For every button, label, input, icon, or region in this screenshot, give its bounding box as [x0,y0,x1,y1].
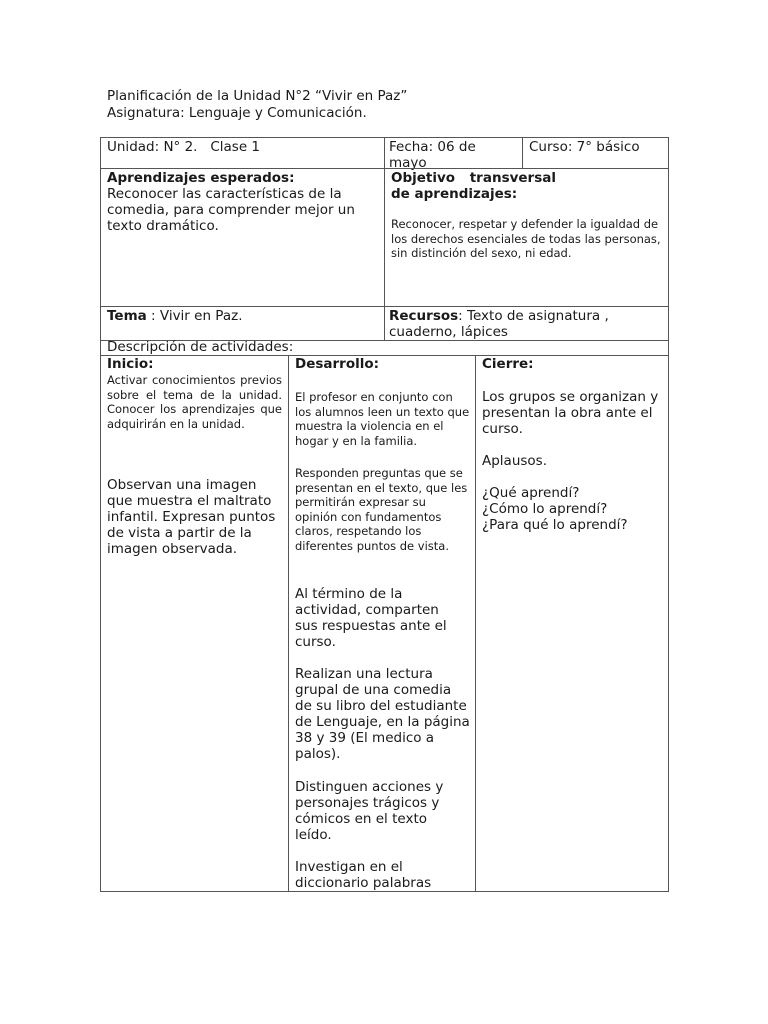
desarrollo-p4: Realizan una lectura grupal de una comedia de su libro del estudiante de Lenguaje, en la página 38 y 39 (El medico a palos). [295,666,470,762]
fecha-text: Fecha: 06 de mayo [389,139,476,171]
descripcion-cell [100,340,669,356]
desarrollo-cell [288,355,476,892]
tema-cell [100,306,385,341]
aprendizajes-cell [100,168,385,307]
curso-text: Curso: 7° básico [529,139,640,155]
inicio-p2: Observan una imagen que muestra el maltrato infantil. Expresan puntos de vista a partir de la imagen observada. [107,477,276,557]
tema-value: : Vivir en Paz. [146,308,243,324]
document-subject: Asignatura: Lenguaje y Comunicación. [107,105,367,121]
desarrollo-title: Desarrollo: [295,356,380,372]
desarrollo-p6: Investigan en el diccionario palabras [295,859,432,891]
desarrollo-p3: Al término de la actividad, comparten sus respuestas ante el curso. [295,586,447,650]
objetivo-cell [384,168,669,307]
desarrollo-p5: Distinguen acciones y personajes trágicos y cómicos en el texto leído. [295,779,444,843]
cierre-question-3: ¿Para qué lo aprendí? [482,517,628,533]
objetivo-text: Reconocer, respetar y defender la igualdad de los derechos esenciales de todas las personas, sin distinción del sexo, ni edad. [391,217,661,260]
curso-cell [522,137,669,169]
inicio-title: Inicio: [107,356,154,372]
cierre-title: Cierre: [482,356,534,372]
fecha-cell [384,137,523,169]
aprendizajes-title: Aprendizajes esperados: [107,170,295,186]
aprendizajes-text: Reconocer las características de la comedia, para comprender mejor un texto dramático. [107,186,355,234]
tema-text [107,308,243,324]
cierre-cell [475,355,669,892]
inicio-cell [100,355,289,892]
recursos-text [389,308,661,340]
cierre-p2: Aplausos. [482,453,548,469]
inicio-p1: Activar conocimientos previos sobre el tema de la unidad. Conocer los aprendizajes que adquirirán en la unidad. [107,373,282,431]
document-title: Planificación de la Unidad N°2 “Vivir en Paz” [107,88,408,104]
cierre-question-1: ¿Qué aprendí? [482,485,580,501]
objetivo-title: Objetivo transversal de aprendizajes: [391,170,556,202]
recursos-value: : Texto de asignatura , cuaderno, lápices [389,308,609,340]
desarrollo-p1: El profesor en conjunto con los alumnos leen un texto que muestra la violencia en el hogar y en la familia. [295,390,470,448]
unidad-cell [100,137,385,169]
recursos-label: Recursos [389,308,459,324]
cierre-p1: Los grupos se organizan y presentan la obra ante el curso. [482,389,659,437]
descripcion-text: Descripción de actividades: [107,339,294,355]
unidad-text: Unidad: N° 2. Clase 1 [107,139,261,155]
desarrollo-p2: Responden preguntas que se presentan en el texto, que les permitirán expresar su opinión con fundamentos claros, respetando los diferentes puntos de vista. [295,466,468,553]
cierre-question-2: ¿Cómo lo aprendí? [482,501,608,517]
recursos-cell [384,306,669,341]
tema-label: Tema [107,308,147,324]
